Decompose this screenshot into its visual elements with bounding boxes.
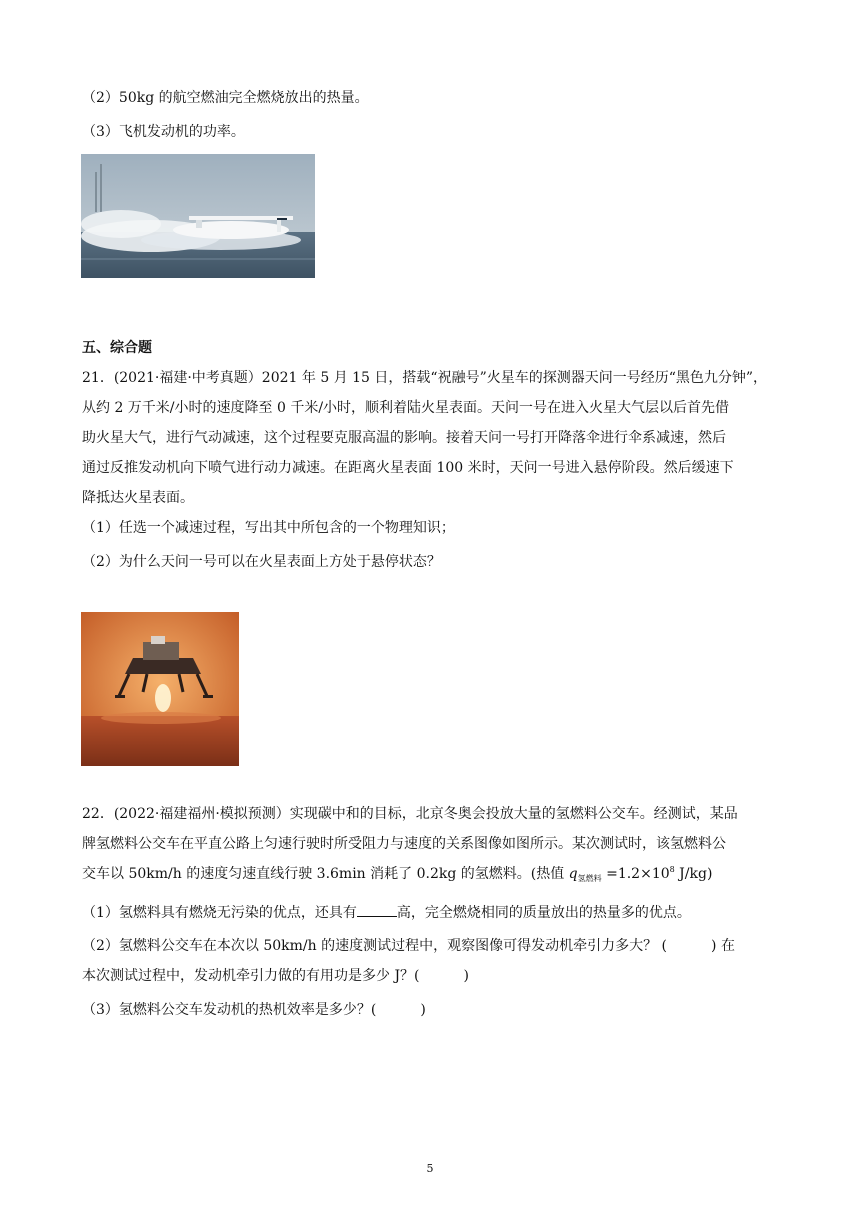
heat-value-exponent: 8 <box>669 865 675 874</box>
q20-item-2: （2）50kg 的航空燃油完全燃烧放出的热量。 <box>82 90 369 106</box>
page-number: 5 <box>426 1162 434 1175</box>
q22-line-3-text-c: J/kg) <box>674 866 713 882</box>
q22-item-1-text-b: 高，完全燃烧相同的质量放出的热量多的优点。 <box>396 905 691 921</box>
q22-line-1: 22．(2022·福建福州·模拟预测）实现碳中和的目标，北京冬奥会投放大量的氢燃料公交车。经测试，某品 <box>82 806 738 822</box>
q22-item-1 <box>82 902 691 923</box>
q22-item-2-line-2-text-a: 本次测试过程中，发动机牵引力做的有用功是多少 J？( <box>82 968 420 984</box>
q22-item-2-text-a: （2）氢燃料公交车在本次以 50km/h 的速度测试过程中，观察图像可得发动机牵引力多大？ ( <box>82 938 668 954</box>
q22-item-2-line-2-text-b: ) <box>463 968 469 984</box>
q22-line-3-text-b: =1.2×10 <box>601 866 670 882</box>
answer-blank[interactable] <box>357 902 397 917</box>
q22-line-2: 牌氢燃料公交车在平直公路上匀速行驶时所受阻力与速度的关系图像如图所示。某次测试时，该氢燃料公 <box>82 836 726 852</box>
seaplane-photo <box>81 154 315 278</box>
q21-line-4: 通过反推发动机向下喷气进行动力减速。在距离火星表面 100 米时，天问一号进入悬停阶段。然后缓速下 <box>82 460 734 476</box>
q22-line-3-text-a: 交车以 50km/h 的速度匀速直线行驶 3.6min 消耗了 0.2kg 的氢燃料。(热值 <box>82 866 569 882</box>
heat-value-symbol: q <box>568 866 578 882</box>
section-title: 五、综合题 <box>82 340 152 356</box>
mars-lander-photo <box>81 612 239 766</box>
q22-item-2-text-b: ) 在 <box>711 938 735 954</box>
q22-item-2 <box>82 936 735 956</box>
q22-item-2-line-2 <box>82 966 469 986</box>
heat-value-subscript: 氢燃料 <box>577 874 602 883</box>
q22-item-1-text-a: （1）氢燃料具有燃烧无污染的优点，还具有 <box>82 905 357 921</box>
q20-item-3: （3）飞机发动机的功率。 <box>82 124 245 140</box>
q22-item-3-text-b: ) <box>420 1002 426 1018</box>
q21-line-2: 从约 2 万千米/小时的速度降至 0 千米/小时，顺利着陆火星表面。天问一号在进入火星大气层以后首先借 <box>82 400 730 416</box>
q21-line-5: 降抵达火星表面。 <box>82 490 194 506</box>
q21-item-1: （1）任选一个减速过程，写出其中所包含的一个物理知识； <box>82 520 455 536</box>
q21-item-2: （2）为什么天问一号可以在火星表面上方处于悬停状态？ <box>82 554 441 570</box>
q21-line-3: 助火星大气，进行气动减速，这个过程要克服高温的影响。接着天问一号打开降落伞进行伞系减速，然后 <box>82 430 726 446</box>
q22-line-3 <box>82 864 712 886</box>
q22-item-3 <box>82 1000 426 1020</box>
q21-line-1: 21．(2021·福建·中考真题）2021 年 5 月 15 日，搭载“祝融号”火星车的探测器天问一号经历“黑色九分钟”， <box>82 370 768 386</box>
q22-item-3-text-a: （3）氢燃料公交车发动机的热机效率是多少？( <box>82 1002 377 1018</box>
